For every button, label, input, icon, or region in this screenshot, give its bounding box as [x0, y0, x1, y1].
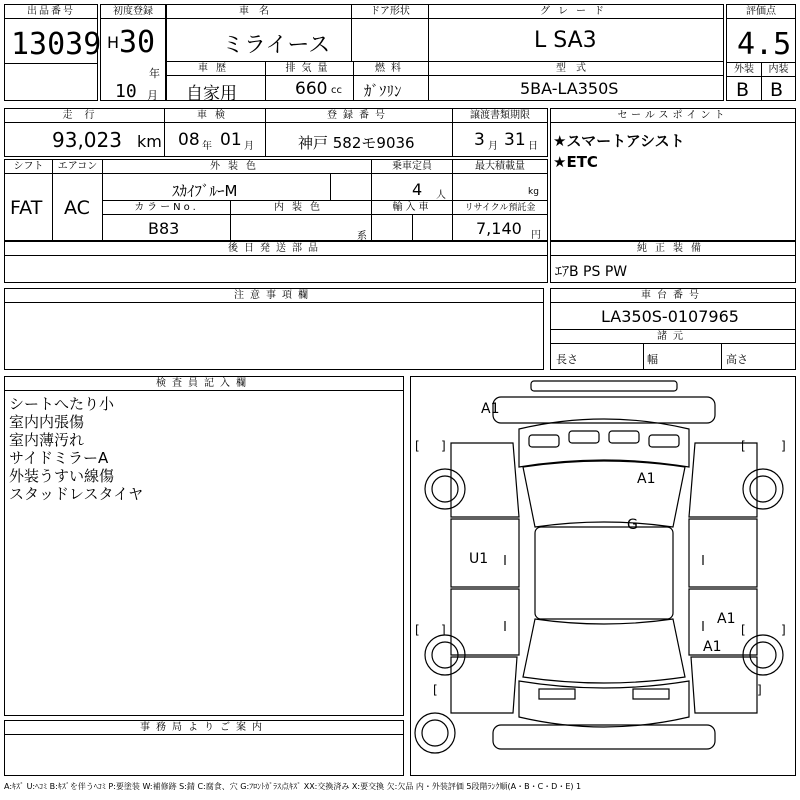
reg-year: 30	[119, 25, 156, 60]
ac-label: エアコン	[53, 160, 102, 174]
first-reg-label: 初度登録	[101, 5, 165, 19]
capacity-label: 乗車定員	[372, 160, 452, 174]
transfer-label: 譲渡書類期限	[453, 109, 547, 123]
inspector-line: スタッドレスタイヤ	[9, 485, 144, 503]
damage-mark: A1	[717, 611, 736, 627]
sales-point: ★スマートアシスト	[553, 132, 685, 150]
history-label: 車歴	[167, 62, 265, 76]
caution-box	[4, 288, 544, 370]
bracket: [	[741, 439, 746, 453]
office-box	[4, 720, 404, 776]
later-parts-box	[4, 241, 548, 283]
inspector-box	[4, 376, 404, 716]
fuel: ｶﾞｿﾘﾝ	[364, 82, 402, 100]
fuel-label: 燃料	[354, 62, 428, 76]
lot-number: 13039	[11, 27, 102, 62]
era: H	[107, 33, 120, 52]
import-label: 輸入車	[372, 201, 452, 215]
damage-mark: G	[627, 517, 638, 533]
int-color-label: 内装色	[231, 201, 371, 215]
exterior-label: 外装	[727, 63, 761, 77]
mileage-label: 走行	[5, 109, 164, 123]
history: 自家用	[186, 84, 237, 104]
equipment-label: 純正装備	[551, 242, 795, 256]
grade-label: グレード	[429, 5, 723, 19]
interior-label: 内装	[761, 63, 795, 77]
mileage-unit: km	[137, 132, 162, 151]
bracket: ]	[441, 439, 446, 453]
displacement-label: 排気量	[266, 62, 353, 76]
inspector-line: 外装うすい線傷	[9, 467, 115, 485]
lot-box	[4, 4, 102, 101]
insp-year-unit: 年	[202, 141, 212, 152]
length-label: 長さ	[556, 353, 578, 366]
insp-month: 01	[220, 130, 242, 150]
lot-label: 出品番号	[5, 5, 97, 19]
int-color-unit: 系	[357, 231, 367, 242]
equipment: ｴｱB PS PW	[555, 264, 628, 280]
reg-no-label: 登録番号	[266, 109, 452, 123]
model-label: 型式	[429, 62, 723, 76]
bracket: [	[415, 439, 420, 453]
sales-point: ★ETC	[553, 153, 598, 171]
damage-mark: A1	[481, 401, 500, 417]
exterior-grade: B	[736, 79, 750, 101]
displacement: 660	[295, 79, 328, 99]
shift-label: シフト	[5, 160, 52, 174]
caution-label: 注意事項欄	[5, 289, 543, 303]
reg-month: 10	[115, 81, 137, 102]
score: 4.5	[737, 27, 792, 62]
chassis-number: LA350S-0107965	[601, 307, 739, 326]
damage-mark: A1	[703, 639, 722, 655]
first-reg-box	[100, 4, 166, 101]
inspector-label: 検査員記入欄	[5, 377, 403, 391]
bracket: ]	[441, 623, 446, 637]
displacement-unit: cc	[331, 85, 342, 96]
capacity: 4	[412, 180, 423, 199]
mileage: 93,023	[52, 128, 122, 152]
transfer-month: 3	[474, 130, 485, 150]
recycle-label: リサイクル預託金	[453, 201, 547, 215]
shift: FAT	[10, 197, 43, 219]
score-label: 評価点	[727, 5, 795, 19]
reg-no: 神戸 582モ9036	[298, 134, 415, 152]
bracket: ]	[781, 623, 786, 637]
car-outline-svg	[411, 377, 796, 776]
bracket: [	[433, 683, 438, 697]
inspector-line: サイドミラーA	[9, 449, 109, 467]
color-no-label: カラーNo.	[103, 201, 230, 215]
office-label: 事務局よりご案内	[5, 721, 403, 735]
ac: AC	[64, 197, 90, 219]
car-name-label: 車名	[167, 5, 351, 19]
inspector-lines	[9, 395, 143, 503]
recycle: 7,140	[476, 219, 522, 238]
transfer-month-unit: 月	[488, 141, 498, 152]
color-label: 外装色	[103, 160, 371, 174]
damage-mark: U1	[469, 551, 489, 567]
score-box	[726, 4, 796, 101]
grade: L SA3	[534, 28, 597, 53]
door-label: ドア形状	[352, 5, 428, 19]
later-parts-label: 後日発送部品	[5, 242, 547, 256]
height-label: 高さ	[726, 353, 748, 366]
width-label: 幅	[647, 353, 658, 366]
model: 5BA-LA350S	[520, 79, 619, 98]
dims-label: 諸元	[551, 330, 795, 344]
damage-mark: A1	[637, 471, 656, 487]
inspector-line: 室内薄汚れ	[9, 431, 85, 449]
bracket: ]	[757, 683, 762, 697]
sales-label: セールスポイント	[551, 109, 795, 123]
bracket: [	[741, 623, 746, 637]
inspector-line: シートへたり小	[9, 395, 115, 413]
car-diagram	[410, 376, 796, 776]
sales-box	[550, 108, 796, 241]
year-unit: 年	[149, 67, 160, 80]
exterior-color: ｽｶｲﾌﾞﾙｰM	[172, 182, 238, 200]
equipment-box	[550, 241, 796, 283]
transfer-day-unit: 日	[528, 141, 538, 152]
insp-year: 08	[178, 130, 200, 150]
chassis-box	[550, 288, 796, 370]
load-label: 最大積載量	[453, 160, 547, 174]
transfer-day: 31	[504, 130, 526, 150]
load-unit: kg	[528, 187, 539, 197]
capacity-unit: 人	[436, 190, 446, 201]
inspector-line: 室内内張傷	[9, 413, 85, 431]
bracket: [	[415, 623, 420, 637]
insp-month-unit: 月	[244, 141, 254, 152]
bracket: ]	[781, 439, 786, 453]
car-name: ミライース	[222, 33, 331, 58]
interior-grade: B	[770, 79, 784, 101]
recycle-unit: 円	[531, 230, 541, 241]
inspection-label: 車検	[165, 109, 265, 123]
color-no: B83	[148, 219, 180, 238]
chassis-label: 車台番号	[551, 289, 795, 303]
month-unit: 月	[147, 89, 158, 102]
legend: A:ｷｽﾞ U:ﾍｺﾐ B:ｷｽﾞを伴うﾍｺﾐ P:要塗装 W:補修跡 S:錆 C:腐食、穴 G:ﾌﾛﾝﾄｶﾞﾗｽ点ｷｽﾞ XX:交換済み X:要交換 欠:欠品 内・外装評価 5段階ﾗﾝｸ順(A・B・C・D・E) 1	[4, 782, 582, 791]
